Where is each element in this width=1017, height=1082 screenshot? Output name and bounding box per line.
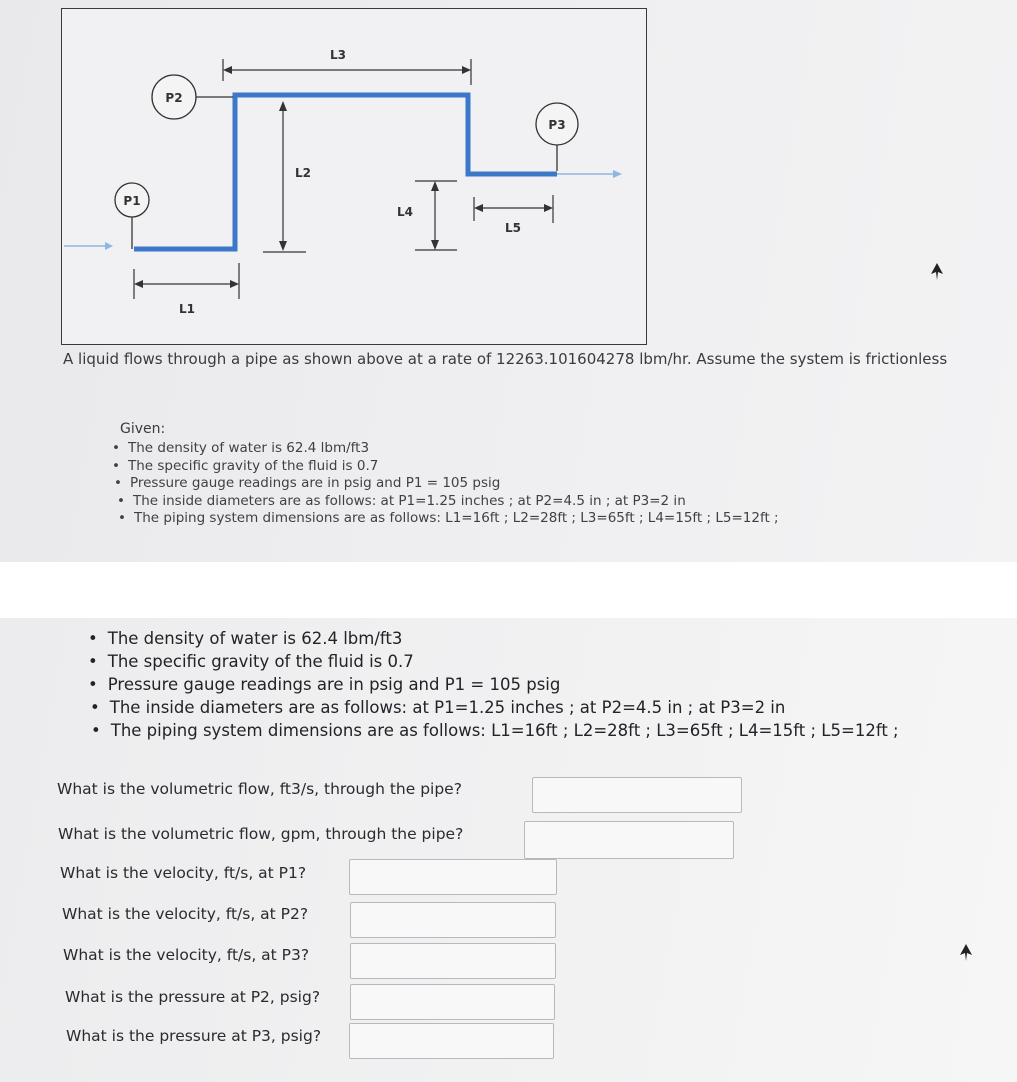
question-velocity-p3: What is the velocity, ft/s, at P3?: [63, 946, 310, 964]
given-item: • The piping system dimensions are as follows: L1=16ft ; L2=28ft ; L3=65ft ; L4=15ft ; L5=12ft ;: [118, 510, 779, 528]
given-item: • The density of water is 62.4 lbm/ft3: [88, 627, 899, 650]
question-pressure-p3: What is the pressure at P3, psig?: [66, 1027, 322, 1045]
dimension-l3-label: L3: [330, 48, 346, 62]
given-item: • Pressure gauge readings are in psig and P1 = 105 psig: [114, 475, 779, 493]
given-item: • The density of water is 62.4 lbm/ft3: [112, 440, 779, 458]
question-velocity-p1: What is the velocity, ft/s, at P1?: [60, 864, 307, 882]
dimension-l1-label: L1: [179, 302, 195, 316]
given-item: • The inside diameters are as follows: at P1=1.25 inches ; at P2=4.5 in ; at P3=2 in: [117, 493, 779, 511]
gauge-p3: [536, 103, 578, 171]
answer-input-pressure-p2[interactable]: [350, 984, 555, 1020]
mouse-cursor-icon: [959, 944, 973, 962]
answer-input-velocity-p3[interactable]: [350, 943, 556, 979]
mouse-cursor-icon: [930, 263, 944, 281]
given-item: • The specific gravity of the fluid is 0.7: [112, 458, 779, 476]
dimension-l5-label: L5: [505, 221, 521, 235]
pipe-diagram: [61, 8, 647, 345]
dimension-l3: [223, 59, 471, 85]
dimension-l1: [134, 263, 239, 299]
dimension-l4: [415, 181, 457, 250]
problem-statement: A liquid flows through a pipe as shown above at a rate of 12263.101604278 lbm/hr. Assume the system is frictionless: [63, 350, 948, 368]
inlet-flow-arrow: [64, 242, 113, 250]
given-item: • The specific gravity of the fluid is 0.7: [88, 650, 899, 673]
answer-input-pressure-p3[interactable]: [349, 1023, 554, 1059]
gauge-p2: [152, 75, 233, 119]
dimension-l5: [474, 195, 553, 223]
gauge-p2-label: P2: [165, 91, 183, 105]
dimension-l4-label: L4: [397, 205, 413, 219]
given-list-repeat: [88, 627, 899, 742]
question-velocity-p2: What is the velocity, ft/s, at P2?: [62, 905, 309, 923]
answer-input-velocity-p1[interactable]: [349, 859, 557, 895]
given-item: • The piping system dimensions are as follows: L1=16ft ; L2=28ft ; L3=65ft ; L4=15ft ; L5=12ft ;: [91, 719, 899, 742]
given-list: [112, 440, 779, 528]
gauge-p3-label: P3: [548, 118, 566, 132]
pipe-diagram-svg: [62, 9, 646, 344]
given-item: • Pressure gauge readings are in psig and P1 = 105 psig: [88, 673, 899, 696]
question-volumetric-flow-ft3s: What is the volumetric flow, ft3/s, through the pipe?: [57, 780, 462, 798]
pipe: [134, 95, 557, 249]
question-pressure-p2: What is the pressure at P2, psig?: [65, 988, 321, 1006]
gauge-p1: [115, 183, 149, 249]
given-heading: Given:: [120, 421, 166, 437]
given-item: • The inside diameters are as follows: at P1=1.25 inches ; at P2=4.5 in ; at P3=2 in: [90, 696, 899, 719]
question-volumetric-flow-gpm: What is the volumetric flow, gpm, through the pipe?: [58, 825, 464, 843]
outlet-flow-arrow: [557, 170, 622, 178]
answer-input-velocity-p2[interactable]: [350, 902, 556, 938]
dimension-l2-label: L2: [295, 166, 311, 180]
answer-input-volumetric-flow-ft3s[interactable]: [532, 777, 742, 813]
gauge-p1-label: P1: [123, 194, 141, 208]
answer-input-volumetric-flow-gpm[interactable]: [524, 821, 734, 859]
